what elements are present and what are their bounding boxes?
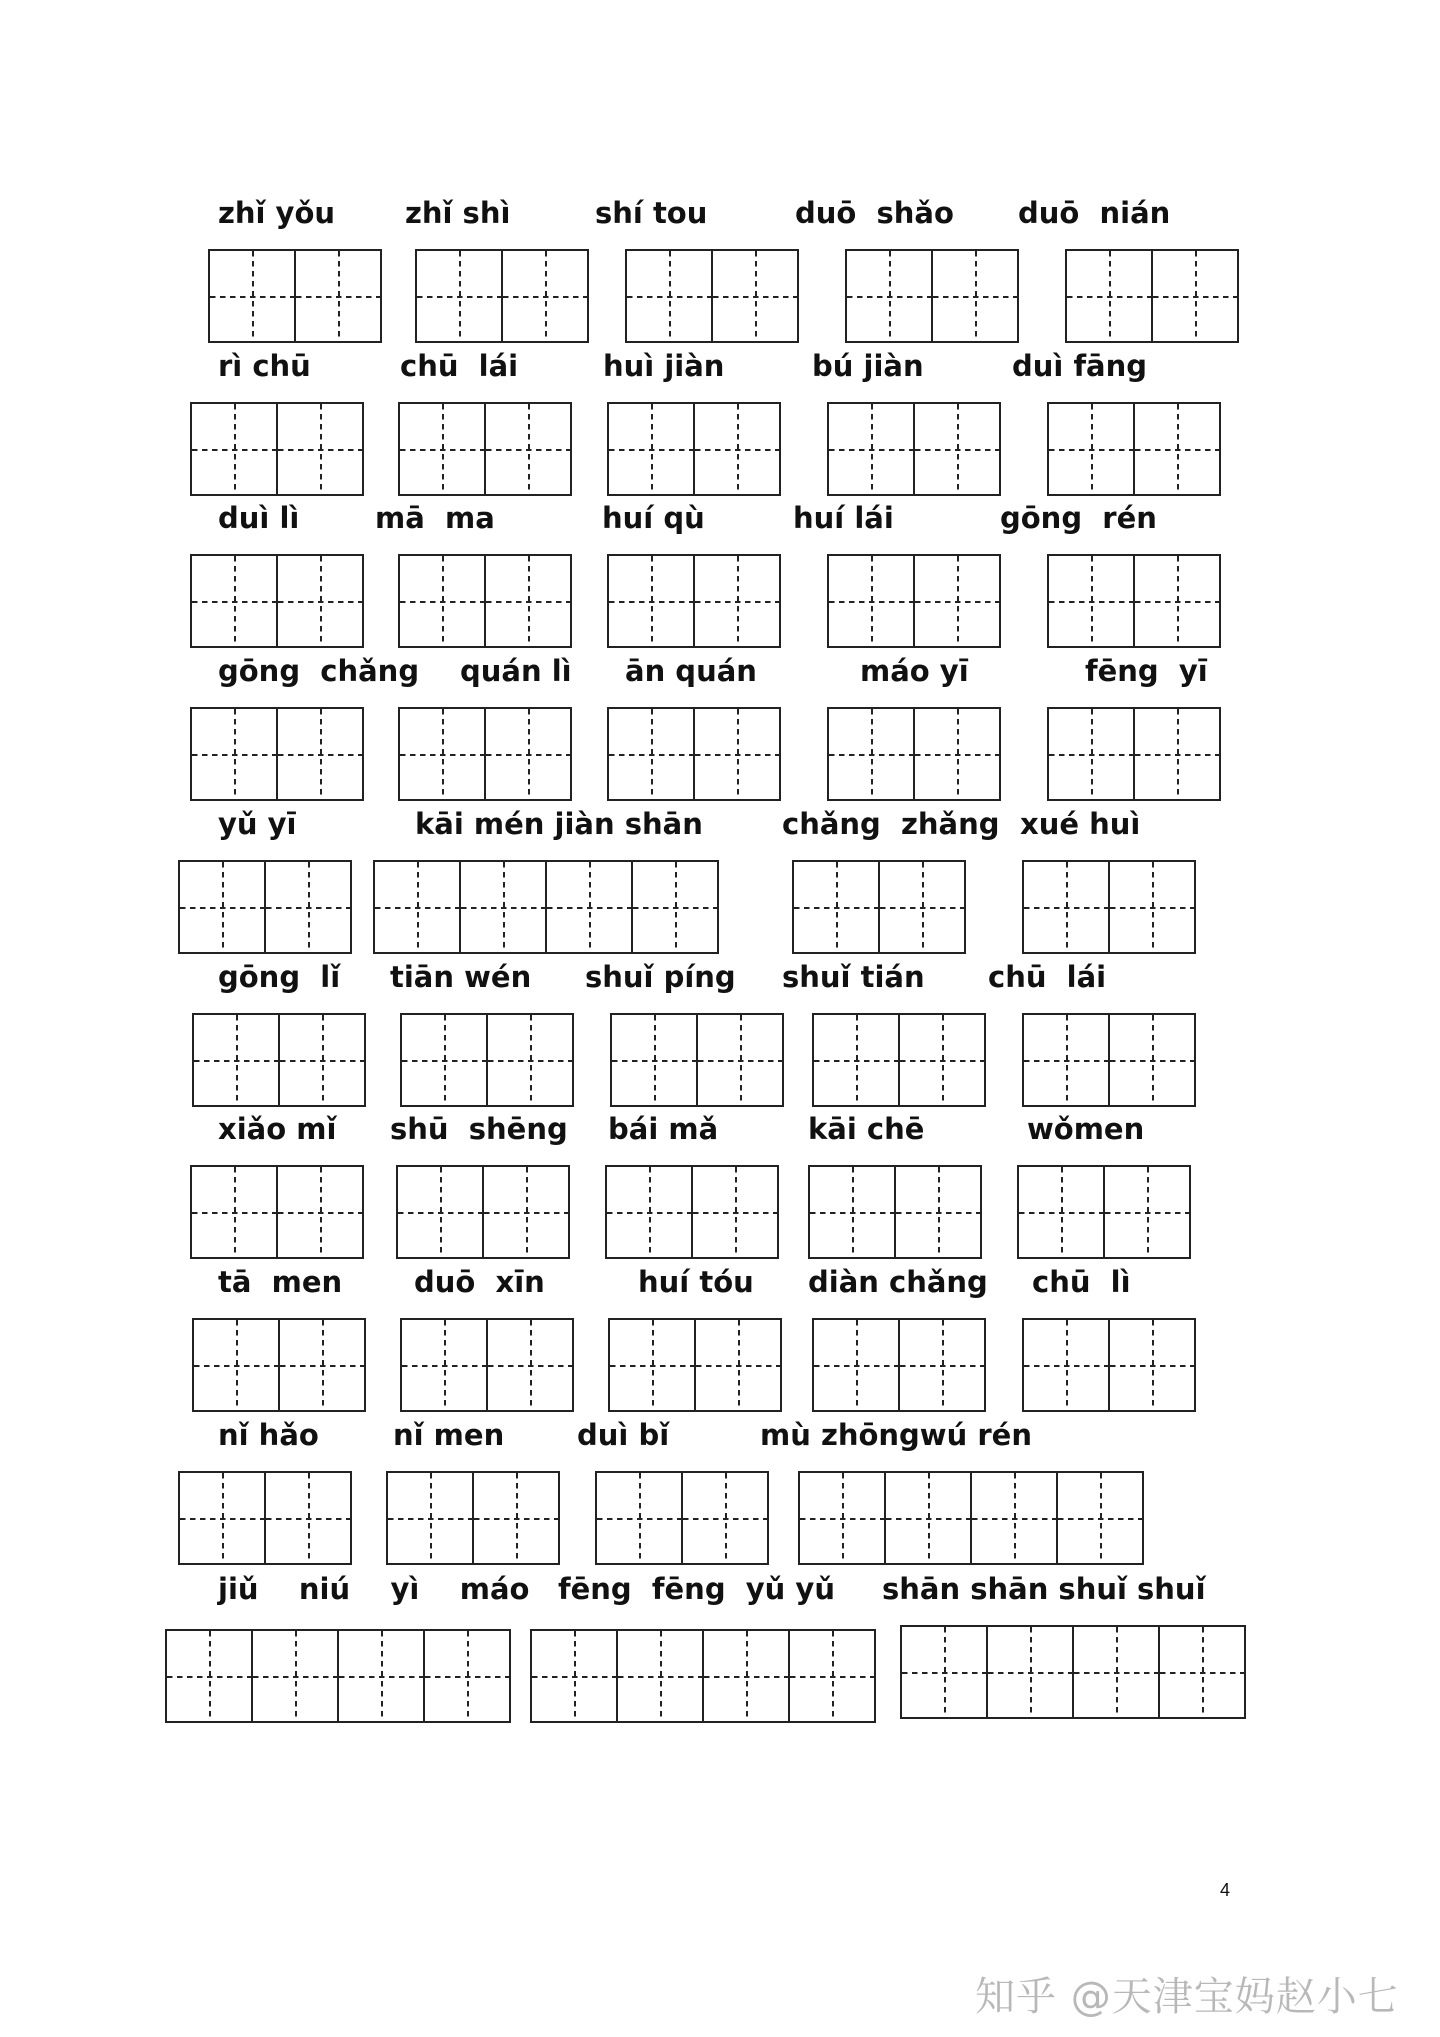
grid-cell[interactable] — [398, 554, 486, 648]
grid-cell[interactable] — [693, 707, 781, 801]
writing-grid[interactable] — [607, 402, 781, 496]
pinyin-label: gōng rén — [1000, 501, 1157, 535]
grid-cell[interactable] — [545, 860, 633, 954]
writing-grid[interactable] — [178, 1471, 352, 1565]
grid-cell[interactable] — [900, 1625, 988, 1719]
grid-cell[interactable] — [702, 1629, 790, 1723]
writing-grid[interactable] — [190, 707, 364, 801]
grid-cell[interactable] — [178, 860, 266, 954]
word-row — [0, 1264, 1440, 1414]
grid-cell[interactable] — [607, 402, 695, 496]
grid-cell[interactable] — [610, 1013, 698, 1107]
grid-cell[interactable] — [251, 1629, 339, 1723]
writing-grid[interactable] — [625, 249, 799, 343]
writing-grid[interactable] — [808, 1165, 982, 1259]
grid-cell[interactable] — [178, 1471, 266, 1565]
pinyin-label: yǔ yī — [218, 807, 297, 841]
grid-cell[interactable] — [1022, 1013, 1110, 1107]
word-row — [0, 959, 1440, 1109]
grid-cell[interactable] — [1022, 1318, 1110, 1412]
grid-cell[interactable] — [398, 707, 486, 801]
grid-cell[interactable] — [484, 707, 572, 801]
grid-cell[interactable] — [608, 1318, 696, 1412]
grid-cell[interactable] — [1133, 554, 1221, 648]
grid-cell[interactable] — [808, 1165, 896, 1259]
writing-grid[interactable] — [530, 1629, 876, 1723]
grid-cell[interactable] — [190, 1165, 278, 1259]
grid-cell[interactable] — [1022, 860, 1110, 954]
writing-grid[interactable] — [190, 1165, 364, 1259]
pinyin-label: shuǐ tián — [782, 960, 925, 994]
pinyin-label: fēng fēng yǔ yǔ — [558, 1572, 835, 1606]
grid-cell[interactable] — [1047, 402, 1135, 496]
writing-grid[interactable] — [1065, 249, 1239, 343]
grid-cell[interactable] — [1017, 1165, 1105, 1259]
grid-cell[interactable] — [788, 1629, 876, 1723]
grid-cell[interactable] — [398, 402, 486, 496]
grid-cell[interactable] — [482, 1165, 570, 1259]
writing-grid[interactable] — [208, 249, 382, 343]
grid-cell[interactable] — [190, 554, 278, 648]
grid-cell[interactable] — [898, 1318, 986, 1412]
writing-grid[interactable] — [798, 1471, 1144, 1565]
grid-cell[interactable] — [931, 249, 1019, 343]
grid-cell[interactable] — [1103, 1165, 1191, 1259]
pinyin-label: máo yī — [860, 654, 969, 688]
grid-cell[interactable] — [812, 1318, 900, 1412]
grid-cell[interactable] — [894, 1165, 982, 1259]
grid-cell[interactable] — [625, 249, 713, 343]
grid-cell[interactable] — [913, 402, 1001, 496]
pinyin-label: chū lái — [988, 960, 1107, 994]
grid-cell[interactable] — [616, 1629, 704, 1723]
grid-cell[interactable] — [278, 1318, 366, 1412]
writing-grid[interactable] — [400, 1318, 574, 1412]
pinyin-label: gōng chǎng — [218, 654, 420, 688]
grid-cell[interactable] — [276, 402, 364, 496]
writing-grid[interactable] — [827, 707, 1001, 801]
grid-cell[interactable] — [1072, 1625, 1160, 1719]
grid-cell[interactable] — [1065, 249, 1153, 343]
pinyin-label: shí tou — [595, 196, 708, 230]
writing-grid[interactable] — [178, 860, 352, 954]
grid-cell[interactable] — [400, 1013, 488, 1107]
writing-grid[interactable] — [398, 554, 572, 648]
writing-grid[interactable] — [845, 249, 1019, 343]
word-row — [0, 653, 1440, 803]
grid-cell[interactable] — [1108, 1013, 1196, 1107]
grid-cell[interactable] — [192, 1318, 280, 1412]
grid-cell[interactable] — [386, 1471, 474, 1565]
grid-cell[interactable] — [1133, 707, 1221, 801]
word-row — [0, 195, 1440, 345]
grid-cell[interactable] — [276, 554, 364, 648]
grid-cell[interactable] — [484, 554, 572, 648]
pinyin-label: duō shǎo — [795, 196, 954, 230]
grid-cell[interactable] — [1108, 860, 1196, 954]
pinyin-label: xiǎo mǐ — [218, 1112, 337, 1146]
pinyin-label: huí qù — [602, 501, 705, 535]
writing-grid[interactable] — [373, 860, 719, 954]
writing-grid[interactable] — [1022, 860, 1196, 954]
pinyin-label: chǎng zhǎng — [782, 807, 1000, 841]
writing-grid[interactable] — [192, 1013, 366, 1107]
grid-cell[interactable] — [595, 1471, 683, 1565]
writing-grid[interactable] — [398, 707, 572, 801]
grid-cell[interactable] — [278, 1013, 366, 1107]
writing-grid[interactable] — [812, 1013, 986, 1107]
pinyin-label: duì lì — [218, 501, 300, 535]
writing-grid[interactable] — [900, 1625, 1246, 1719]
writing-grid[interactable] — [607, 554, 781, 648]
grid-cell[interactable] — [264, 860, 352, 954]
pinyin-label: jiǔ niú yì máo — [218, 1572, 530, 1606]
grid-cell[interactable] — [530, 1629, 618, 1723]
pinyin-label: zhǐ shì — [405, 196, 511, 230]
grid-cell[interactable] — [798, 1471, 886, 1565]
writing-grid[interactable] — [610, 1013, 784, 1107]
grid-cell[interactable] — [693, 554, 781, 648]
pinyin-label: chū lì — [1032, 1265, 1131, 1299]
grid-cell[interactable] — [913, 554, 1001, 648]
writing-grid[interactable] — [396, 1165, 570, 1259]
page-number: 4 — [1220, 1880, 1231, 1900]
writing-grid[interactable] — [1047, 402, 1221, 496]
grid-cell[interactable] — [400, 1318, 488, 1412]
grid-cell[interactable] — [501, 249, 589, 343]
pinyin-label: nǐ men — [393, 1418, 505, 1452]
grid-cell[interactable] — [845, 249, 933, 343]
pinyin-label: mā ma — [375, 501, 495, 535]
grid-cell[interactable] — [276, 707, 364, 801]
writing-grid[interactable] — [595, 1471, 769, 1565]
word-row — [0, 500, 1440, 650]
writing-grid[interactable] — [190, 554, 364, 648]
writing-grid[interactable] — [398, 402, 572, 496]
grid-cell[interactable] — [373, 860, 461, 954]
grid-cell[interactable] — [827, 402, 915, 496]
writing-grid[interactable] — [792, 860, 966, 954]
grid-cell[interactable] — [694, 1318, 782, 1412]
grid-cell[interactable] — [484, 402, 572, 496]
grid-cell[interactable] — [472, 1471, 560, 1565]
pinyin-label: huì jiàn — [603, 349, 725, 383]
pinyin-label: shān shān shuǐ shuǐ — [882, 1572, 1206, 1606]
grid-cell[interactable] — [693, 402, 781, 496]
grid-cell[interactable] — [827, 707, 915, 801]
grid-cell[interactable] — [459, 860, 547, 954]
grid-cell[interactable] — [190, 707, 278, 801]
writing-grid[interactable] — [1022, 1318, 1196, 1412]
grid-cell[interactable] — [337, 1629, 425, 1723]
grid-cell[interactable] — [264, 1471, 352, 1565]
word-row — [0, 1571, 1440, 1721]
pinyin-label: shuǐ píng — [585, 960, 736, 994]
grid-cell[interactable] — [884, 1471, 972, 1565]
grid-cell[interactable] — [1047, 554, 1135, 648]
grid-cell[interactable] — [827, 554, 915, 648]
grid-cell[interactable] — [681, 1471, 769, 1565]
grid-cell[interactable] — [898, 1013, 986, 1107]
pinyin-label: huí tóu — [638, 1265, 754, 1299]
grid-cell[interactable] — [1158, 1625, 1246, 1719]
writing-grid[interactable] — [400, 1013, 574, 1107]
pinyin-label: chū lái — [400, 349, 519, 383]
writing-grid[interactable] — [605, 1165, 779, 1259]
pinyin-label: wǒmen — [1027, 1112, 1145, 1146]
writing-grid[interactable] — [190, 402, 364, 496]
pinyin-label: mù zhōngwú rén — [760, 1418, 1032, 1452]
grid-cell[interactable] — [913, 707, 1001, 801]
grid-cell[interactable] — [792, 860, 880, 954]
writing-grid[interactable] — [1047, 554, 1221, 648]
grid-cell[interactable] — [812, 1013, 900, 1107]
grid-cell[interactable] — [1151, 249, 1239, 343]
grid-cell[interactable] — [486, 1318, 574, 1412]
grid-cell[interactable] — [192, 1013, 280, 1107]
writing-grid[interactable] — [812, 1318, 986, 1412]
writing-grid[interactable] — [1022, 1013, 1196, 1107]
grid-cell[interactable] — [294, 249, 382, 343]
writing-grid[interactable] — [607, 707, 781, 801]
pinyin-label: rì chū — [218, 349, 311, 383]
writing-grid[interactable] — [1017, 1165, 1191, 1259]
grid-cell[interactable] — [1133, 402, 1221, 496]
pinyin-label: duì fāng — [1012, 349, 1148, 383]
grid-cell[interactable] — [986, 1625, 1074, 1719]
grid-cell[interactable] — [486, 1013, 574, 1107]
word-row — [0, 806, 1440, 956]
writing-grid[interactable] — [192, 1318, 366, 1412]
grid-cell[interactable] — [878, 860, 966, 954]
word-row — [0, 1417, 1440, 1567]
writing-grid[interactable] — [415, 249, 589, 343]
grid-cell[interactable] — [165, 1629, 253, 1723]
pinyin-label: kāi chē — [808, 1112, 925, 1146]
pinyin-label: bú jiàn — [812, 349, 924, 383]
grid-cell[interactable] — [607, 554, 695, 648]
pinyin-label: xué huì — [1020, 807, 1141, 841]
writing-grid[interactable] — [827, 402, 1001, 496]
grid-cell[interactable] — [631, 860, 719, 954]
writing-grid[interactable] — [827, 554, 1001, 648]
grid-cell[interactable] — [1056, 1471, 1144, 1565]
grid-cell[interactable] — [691, 1165, 779, 1259]
watermark: 知乎 @天津宝妈赵小七 — [975, 1974, 1399, 2020]
grid-cell[interactable] — [276, 1165, 364, 1259]
pinyin-label: diàn chǎng — [808, 1265, 988, 1299]
pinyin-label: duō nián — [1018, 196, 1171, 230]
writing-grid[interactable] — [608, 1318, 782, 1412]
word-row — [0, 348, 1440, 498]
grid-cell[interactable] — [396, 1165, 484, 1259]
pinyin-label: shū shēng — [390, 1112, 568, 1146]
pinyin-label: ān quán — [625, 654, 757, 688]
grid-cell[interactable] — [1047, 707, 1135, 801]
pinyin-label: gōng lǐ — [218, 960, 341, 994]
pinyin-label: bái mǎ — [608, 1112, 719, 1146]
grid-cell[interactable] — [970, 1471, 1058, 1565]
pinyin-label: tiān wén — [390, 960, 532, 994]
pinyin-label: quán lì — [460, 654, 572, 688]
grid-cell[interactable] — [423, 1629, 511, 1723]
writing-grid[interactable] — [1047, 707, 1221, 801]
writing-grid[interactable] — [165, 1629, 511, 1723]
pinyin-label: nǐ hǎo — [218, 1418, 319, 1452]
grid-cell[interactable] — [190, 402, 278, 496]
pinyin-label: duō xīn — [414, 1265, 545, 1299]
grid-cell[interactable] — [415, 249, 503, 343]
pinyin-label: tā men — [218, 1265, 343, 1299]
grid-cell[interactable] — [1108, 1318, 1196, 1412]
writing-grid[interactable] — [386, 1471, 560, 1565]
pinyin-label: huí lái — [793, 501, 894, 535]
word-row — [0, 1111, 1440, 1261]
grid-cell[interactable] — [711, 249, 799, 343]
grid-cell[interactable] — [607, 707, 695, 801]
grid-cell[interactable] — [696, 1013, 784, 1107]
pinyin-label: zhǐ yǒu — [218, 196, 336, 230]
pinyin-label: duì bǐ — [577, 1418, 670, 1452]
pinyin-label: kāi mén jiàn shān — [415, 807, 703, 841]
pinyin-label: fēng yī — [1085, 654, 1208, 688]
grid-cell[interactable] — [605, 1165, 693, 1259]
grid-cell[interactable] — [208, 249, 296, 343]
